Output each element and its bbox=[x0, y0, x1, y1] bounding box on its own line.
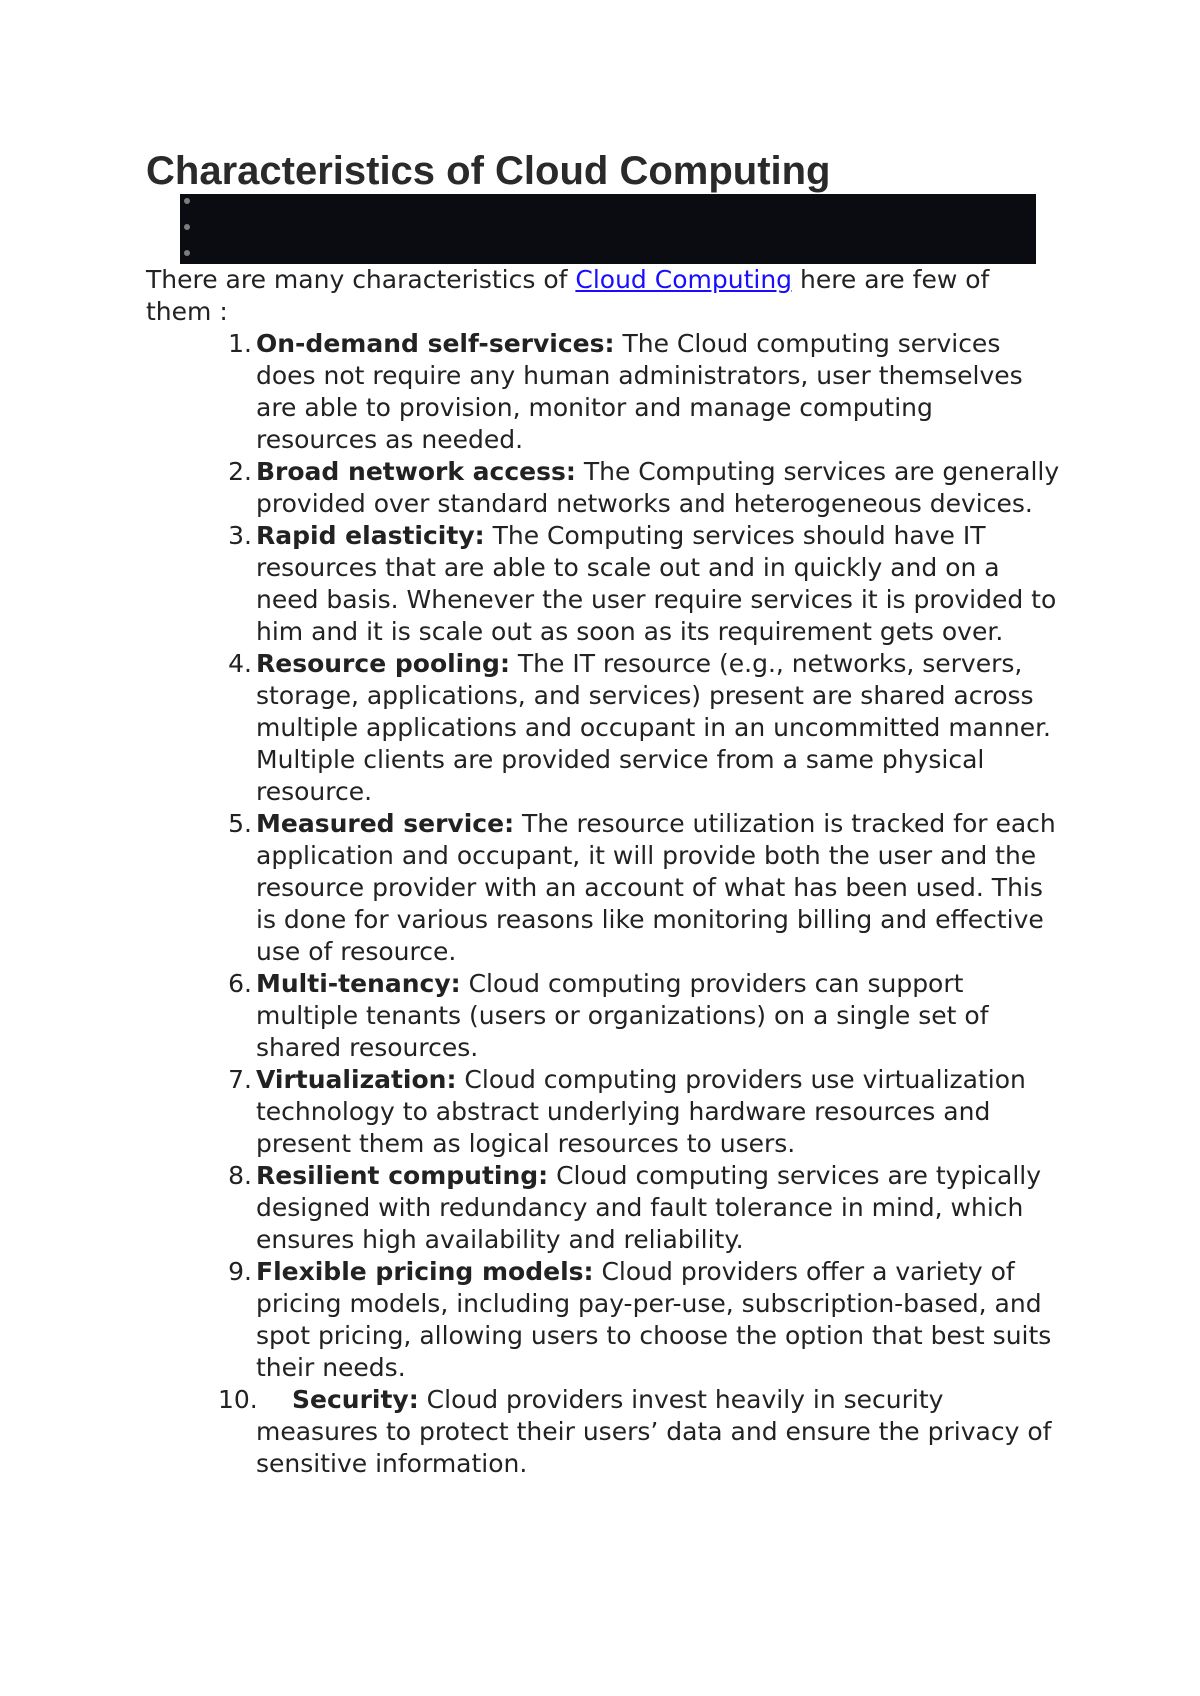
item-description: Cloud providers invest heavily in security measures to protect their users’ data and ensure the privacy of sensitive information. bbox=[256, 1385, 1052, 1478]
list-item bbox=[228, 808, 1061, 968]
item-term: Security: bbox=[292, 1385, 419, 1414]
item-text bbox=[256, 1160, 1061, 1256]
item-number: 9. bbox=[228, 1257, 252, 1286]
item-number: 2. bbox=[228, 457, 252, 486]
bullet-dot-icon bbox=[184, 198, 190, 204]
item-term: On-demand self-services: bbox=[256, 329, 615, 358]
intro-paragraph bbox=[146, 264, 1056, 328]
item-number: 4. bbox=[228, 649, 252, 678]
item-term: Rapid elasticity: bbox=[256, 521, 485, 550]
bullet-dot-icon bbox=[184, 250, 190, 256]
item-number: 5. bbox=[228, 809, 252, 838]
characteristics-list bbox=[146, 328, 1061, 1480]
item-description: The Computing services should have IT resources that are able to scale out and in quickly and on a need basis. Whenever the user require services it is provided to him and it is scale out as soon as its requirement gets over. bbox=[256, 521, 1057, 646]
item-number: 8. bbox=[228, 1161, 252, 1190]
item-term: Broad network access: bbox=[256, 457, 576, 486]
item-text bbox=[256, 1064, 1061, 1160]
list-item bbox=[228, 328, 1061, 456]
list-item bbox=[228, 1160, 1061, 1256]
item-term: Resilient computing: bbox=[256, 1161, 549, 1190]
item-term: Multi-tenancy: bbox=[256, 969, 461, 998]
item-text bbox=[256, 808, 1061, 968]
item-number: 6. bbox=[228, 969, 252, 998]
list-item bbox=[228, 520, 1061, 648]
list-item bbox=[228, 1064, 1061, 1160]
item-description: The resource utilization is tracked for each application and occupant, it will provide both the user and the resource provider with an account of what has been used. This is done for various reasons like monitoring billing and effective use of resource. bbox=[256, 809, 1056, 966]
item-term: Virtualization: bbox=[256, 1065, 457, 1094]
redacted-band bbox=[180, 194, 1036, 264]
list-item bbox=[228, 648, 1061, 808]
page-title: Characteristics of Cloud Computing bbox=[146, 149, 831, 193]
item-term: Flexible pricing models: bbox=[256, 1257, 594, 1286]
intro-text-after: here are few of them : bbox=[146, 265, 990, 326]
item-description: The Cloud computing services does not require any human administrators, user themselves are able to provision, monitor and manage computing resources as needed. bbox=[256, 329, 1023, 454]
item-description: The IT resource (e.g., networks, servers, storage, applications, and services) present are shared across multiple applications and occupant in an uncommitted manner. Multiple clients are provided service from a same physical resource. bbox=[256, 649, 1052, 806]
item-text bbox=[256, 456, 1061, 520]
intro-text-before: There are many characteristics of bbox=[146, 265, 576, 294]
item-description: The Computing services are generally provided over standard networks and heterogeneous devices. bbox=[256, 457, 1060, 518]
item-description: Cloud computing providers can support multiple tenants (users or organizations) on a single set of shared resources. bbox=[256, 969, 989, 1062]
item-number: 3. bbox=[228, 521, 252, 550]
item-text bbox=[256, 648, 1061, 808]
list-item bbox=[228, 1256, 1061, 1384]
item-text bbox=[256, 968, 1061, 1064]
list-item bbox=[218, 1384, 1061, 1480]
bullet-dot-icon bbox=[184, 224, 190, 230]
item-number: 1. bbox=[228, 329, 252, 358]
item-description: Cloud providers offer a variety of pricing models, including pay-per-use, subscription-based, and spot pricing, allowing users to choose the option that best suits their needs. bbox=[256, 1257, 1052, 1382]
item-term: Measured service: bbox=[256, 809, 515, 838]
item-description: Cloud computing providers use virtualization technology to abstract underlying hardware resources and present them as logical resources to users. bbox=[256, 1065, 1026, 1158]
list-item bbox=[228, 456, 1061, 520]
item-text bbox=[256, 328, 1061, 456]
list-item bbox=[228, 968, 1061, 1064]
item-number: 10. bbox=[218, 1385, 258, 1414]
cloud-computing-link[interactable]: Cloud Computing bbox=[575, 265, 793, 294]
item-text bbox=[256, 520, 1061, 648]
item-description: Cloud computing services are typically designed with redundancy and fault tolerance in mind, which ensures high availability and reliability. bbox=[256, 1161, 1042, 1254]
item-term: Resource pooling: bbox=[256, 649, 510, 678]
item-number: 7. bbox=[228, 1065, 252, 1094]
item-text bbox=[256, 1256, 1061, 1384]
item-text bbox=[256, 1384, 1061, 1480]
